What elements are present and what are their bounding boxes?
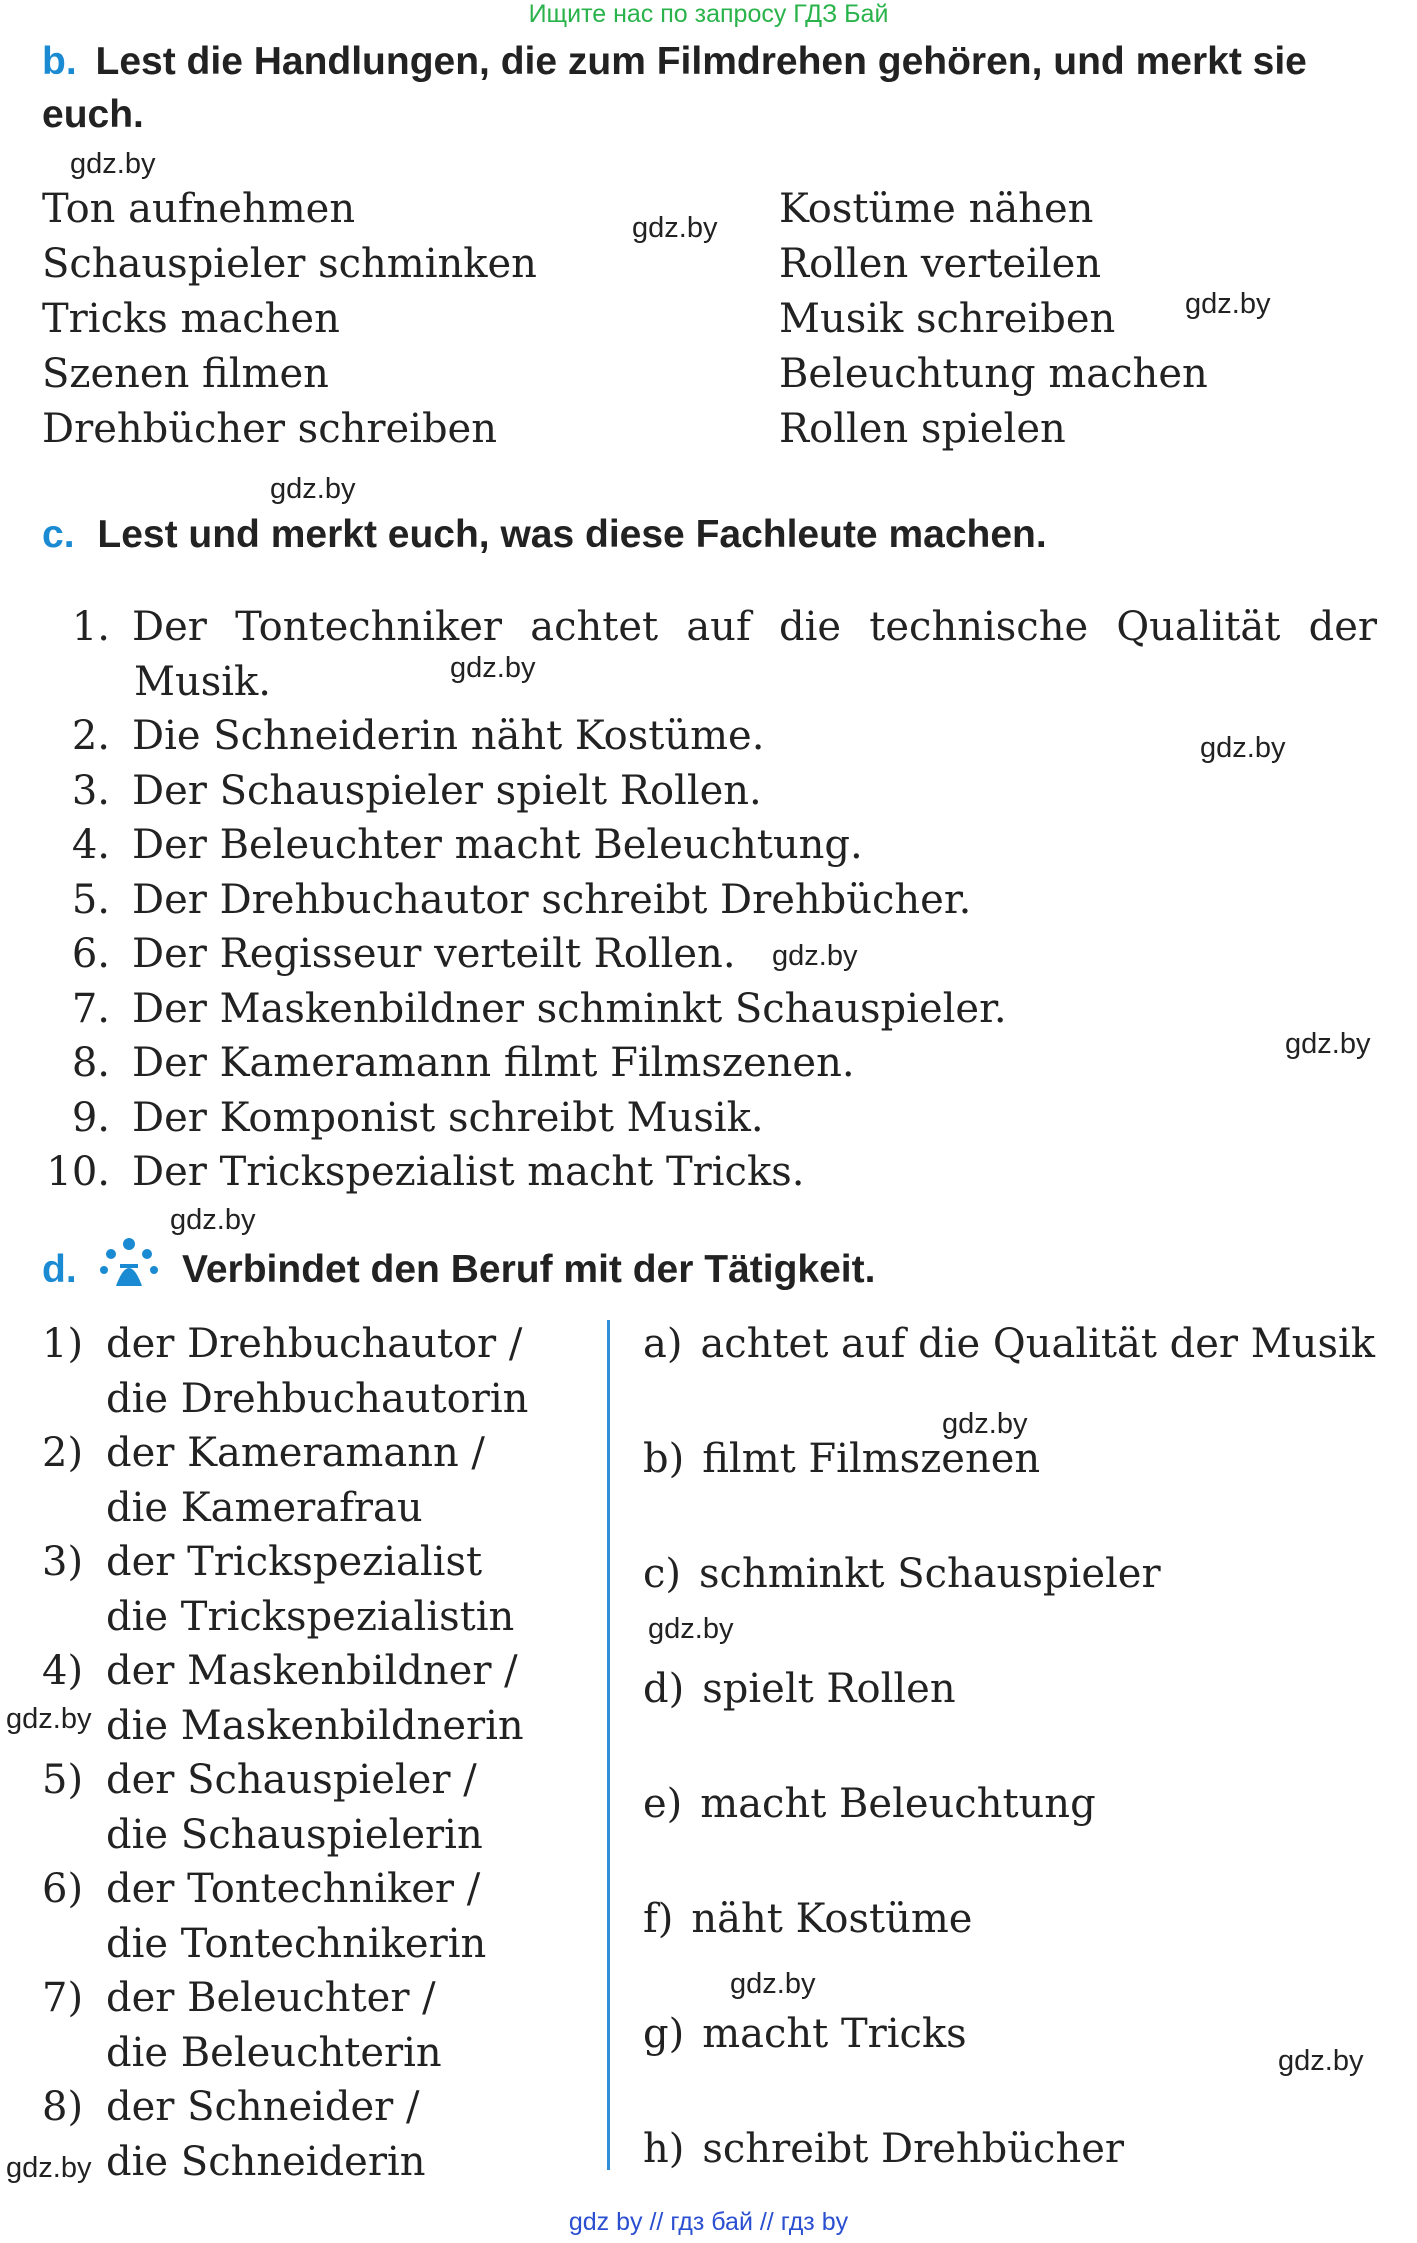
profession-item-line2: die Schneiderin bbox=[106, 2138, 426, 2185]
watermark: gdz.by bbox=[1185, 288, 1271, 320]
watermark: gdz.by bbox=[6, 2152, 92, 2184]
top-note[interactable]: Ищите нас по запросу ГДЗ Бай bbox=[528, 0, 889, 28]
section-d-title: Verbindet den Beruf mit der Tätigkeit. bbox=[182, 1248, 876, 1291]
list-item: 6. Der Regisseur verteilt Rollen. bbox=[71, 931, 736, 977]
profession-item-line2: die Tontechnikerin bbox=[106, 1920, 487, 1967]
watermark: gdz.by bbox=[270, 473, 356, 505]
section-c-heading bbox=[42, 513, 1047, 557]
watermark: gdz.by bbox=[70, 148, 156, 180]
footer-links[interactable]: gdz by // гдз бай // гдз by bbox=[568, 2208, 849, 2236]
list-item: Musik schreiben bbox=[779, 296, 1116, 342]
watermark: gdz.by bbox=[1278, 2045, 1364, 2077]
profession-item: 4) der Maskenbildner / bbox=[42, 1648, 518, 1694]
profession-item: 8) der Schneider / bbox=[42, 2084, 420, 2130]
profession-item: 6) der Tontechniker / bbox=[42, 1866, 481, 1912]
list-item: 7. Der Maskenbildner schminkt Schauspieler. bbox=[71, 985, 1007, 1032]
section-b-title-line2: euch. bbox=[42, 93, 144, 136]
watermark: gdz.by bbox=[1200, 732, 1286, 764]
watermark: gdz.by bbox=[648, 1613, 734, 1645]
profession-item: 2) der Kameramann / bbox=[42, 1430, 485, 1476]
activity-item: f) näht Kostüme bbox=[643, 1896, 973, 1942]
watermark: gdz.by bbox=[632, 212, 718, 244]
list-item-continuation: Musik. bbox=[134, 658, 271, 705]
list-item: Rollen verteilen bbox=[779, 241, 1102, 287]
group-work-icon bbox=[98, 1236, 160, 1288]
activity-item: e) macht Beleuchtung bbox=[643, 1781, 1096, 1827]
activity-item: d) spielt Rollen bbox=[643, 1666, 956, 1712]
section-c-list bbox=[42, 600, 1377, 1200]
profession-item: 7) der Beleuchter / bbox=[42, 1975, 436, 2021]
watermark: gdz.by bbox=[170, 1204, 256, 1236]
activity-item: a) achtet auf die Qualität der Musik bbox=[643, 1321, 1376, 1367]
section-c-title: Lest und merkt euch, was diese Fachleute machen. bbox=[97, 513, 1047, 556]
list-item: 10. Der Trickspezialist macht Tricks. bbox=[46, 1149, 805, 1195]
list-item: 9. Der Komponist schreibt Musik. bbox=[71, 1094, 764, 1141]
activity-item: c) schminkt Schauspieler bbox=[643, 1551, 1161, 1597]
list-item: 1. Der Tontechniker achtet auf die technische Qualität der bbox=[71, 604, 1377, 650]
watermark: gdz.by bbox=[730, 1968, 816, 2000]
section-b-title-line1: Lest die Handlungen, die zum Filmdrehen gehören, und merkt sie bbox=[95, 40, 1307, 83]
section-b-left-list bbox=[42, 182, 537, 457]
profession-item-line2: die Drehbuchautorin bbox=[106, 1375, 529, 1422]
activities-list bbox=[643, 1317, 1375, 2182]
list-item: Kostüme nähen bbox=[779, 186, 1094, 232]
section-d-heading bbox=[42, 1248, 77, 1292]
column-divider bbox=[607, 1320, 610, 2170]
activity-item: h) schreibt Drehbücher bbox=[643, 2126, 1124, 2172]
list-item: 4. Der Beleuchter macht Beleuchtung. bbox=[71, 822, 863, 868]
professions-list bbox=[42, 1317, 528, 2189]
list-item: Rollen spielen bbox=[779, 406, 1066, 452]
list-item: Schauspieler schminken bbox=[42, 241, 537, 287]
profession-item-line2: die Maskenbildnerin bbox=[106, 1702, 524, 1749]
watermark: gdz.by bbox=[772, 940, 858, 972]
list-item: Tricks machen bbox=[42, 296, 340, 342]
section-d-letter: d. bbox=[42, 1248, 77, 1291]
profession-item-line2: die Beleuchterin bbox=[106, 2029, 442, 2076]
profession-item-line2: die Trickspezialistin bbox=[106, 1593, 515, 1640]
list-item: 5. Der Drehbuchautor schreibt Drehbücher. bbox=[71, 876, 972, 923]
section-c-letter: c. bbox=[42, 513, 75, 556]
watermark: gdz.by bbox=[450, 652, 536, 684]
watermark: gdz.by bbox=[6, 1703, 92, 1735]
list-item: Drehbücher schreiben bbox=[42, 406, 497, 452]
activity-item: g) macht Tricks bbox=[643, 2011, 967, 2057]
section-b-right-list bbox=[779, 182, 1208, 457]
section-b-letter: b. bbox=[42, 40, 77, 83]
activity-item: b) filmt Filmszenen bbox=[643, 1436, 1041, 1482]
profession-item-line2: die Kamerafrau bbox=[106, 1484, 423, 1531]
list-item: 2. Die Schneiderin näht Kostüme. bbox=[71, 713, 765, 759]
profession-item: 1) der Drehbuchautor / bbox=[42, 1321, 523, 1367]
profession-item-line2: die Schauspielerin bbox=[106, 1811, 483, 1858]
list-item: 3. Der Schauspieler spielt Rollen. bbox=[71, 767, 762, 814]
list-item: Szenen filmen bbox=[42, 351, 329, 397]
watermark: gdz.by bbox=[1285, 1028, 1371, 1060]
profession-item: 3) der Trickspezialist bbox=[42, 1539, 483, 1585]
profession-item: 5) der Schauspieler / bbox=[42, 1757, 477, 1803]
section-b-heading bbox=[42, 40, 1307, 84]
watermark: gdz.by bbox=[942, 1408, 1028, 1440]
list-item: Beleuchtung machen bbox=[779, 351, 1208, 397]
list-item: Ton aufnehmen bbox=[42, 186, 356, 232]
list-item: 8. Der Kameramann filmt Filmszenen. bbox=[71, 1040, 855, 1086]
